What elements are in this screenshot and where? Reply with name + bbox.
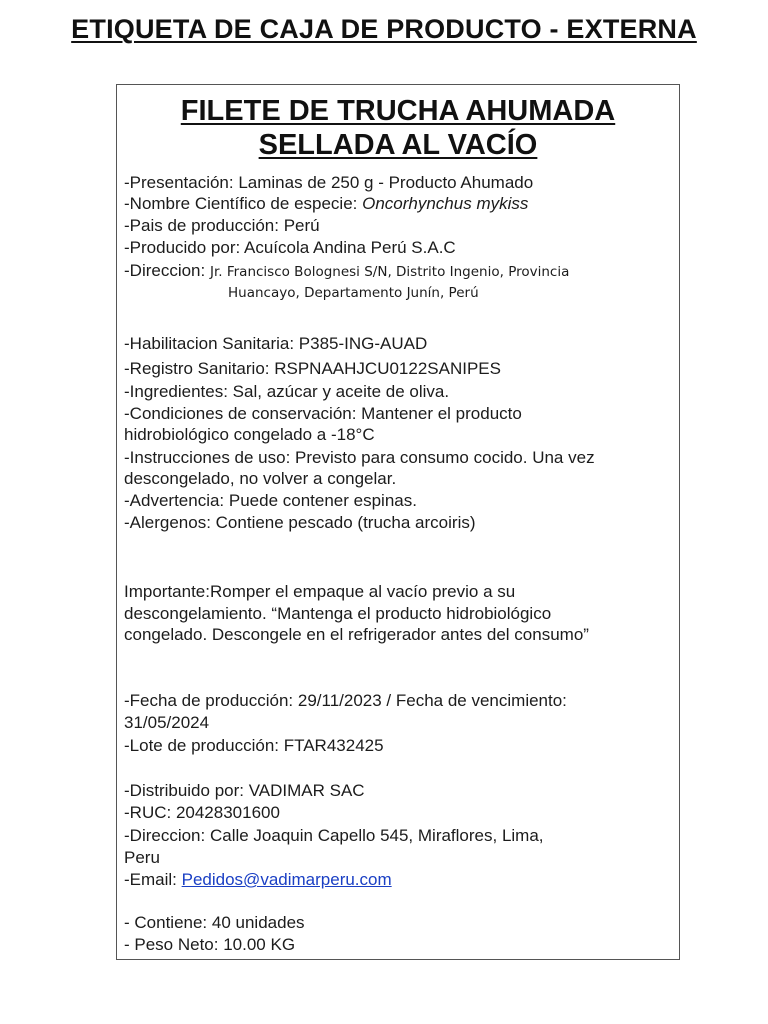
storage-conditions-line-1: -Condiciones de conservación: Mantener el producto xyxy=(124,404,522,423)
product-title-line-2: SELLADA AL VACÍO xyxy=(258,129,538,161)
email-line xyxy=(124,869,674,890)
storage-conditions-line-2: hidrobiológico congelado a -18°C xyxy=(124,425,375,444)
email-label: -Email: xyxy=(124,870,182,889)
lot-line: -Lote de producción: FTAR432425 xyxy=(124,736,384,755)
sanitary-permit-line: -Habilitacion Sanitaria: P385-ING-AUAD xyxy=(124,334,428,353)
distributor-line: -Distribuido por: VADIMAR SAC xyxy=(124,781,365,800)
distributor-address-line-1: -Direccion: Calle Joaquin Capello 545, Miraflores, Lima, xyxy=(124,826,544,845)
ruc-line: -RUC: 20428301600 xyxy=(124,803,280,822)
usage-instructions-line-1: -Instrucciones de uso: Previsto para consumo cocido. Una vez xyxy=(124,448,595,467)
email-link[interactable]: Pedidos@vadimarperu.com xyxy=(181,870,392,889)
scientific-name-line xyxy=(124,193,674,214)
country-line: -Pais de producción: Perú xyxy=(124,216,320,235)
dates-line-1: -Fecha de producción: 29/11/2023 / Fecha de vencimiento: xyxy=(124,691,567,710)
dates-line-2: 31/05/2024 xyxy=(124,713,210,732)
producer-address-line xyxy=(124,260,674,283)
producer-line: -Producido por: Acuícola Andina Perú S.A.C xyxy=(124,238,456,257)
presentation-line: -Presentación: Laminas de 250 g - Producto Ahumado xyxy=(124,173,534,192)
scientific-name-label: -Nombre Científico de especie: xyxy=(124,194,363,213)
producer-address-label: -Direccion: xyxy=(124,261,210,280)
product-label-box xyxy=(116,84,680,960)
important-line-1 xyxy=(124,581,674,602)
page-title: ETIQUETA DE CAJA DE PRODUCTO - EXTERNA xyxy=(71,14,697,44)
allergens-line: -Alergenos: Contiene pescado (trucha arcoiris) xyxy=(124,513,476,532)
producer-address-value-2: Huancayo, Departamento Junín, Perú xyxy=(228,285,479,301)
usage-instructions-line-2: descongelado, no volver a congelar. xyxy=(124,469,397,488)
sanitary-registry-line: -Registro Sanitario: RSPNAAHJCU0122SANIPES xyxy=(124,359,501,378)
important-line-3: congelado. Descongele en el refrigerador antes del consumo” xyxy=(124,625,589,644)
contents-line: - Contiene: 40 unidades xyxy=(124,913,305,932)
important-label: Importante: xyxy=(124,582,210,601)
warning-line: -Advertencia: Puede contener espinas. xyxy=(124,491,417,510)
scientific-name-value: Oncorhynchus mykiss xyxy=(362,194,529,213)
producer-address-value-1: Jr. Francisco Bolognesi S/N, Distrito Ingenio, Provincia xyxy=(209,264,570,280)
important-text-1: Romper el empaque al vacío previo a su xyxy=(210,582,516,601)
ingredients-line: -Ingredientes: Sal, azúcar y aceite de oliva. xyxy=(124,382,450,401)
product-title-line-1: FILETE DE TRUCHA AHUMADA xyxy=(180,95,616,127)
net-weight-line: - Peso Neto: 10.00 KG xyxy=(124,935,296,954)
product-title xyxy=(117,94,679,162)
important-line-2: descongelamiento. “Mantenga el producto hidrobiológico xyxy=(124,604,552,623)
distributor-address-line-2: Peru xyxy=(124,848,160,867)
